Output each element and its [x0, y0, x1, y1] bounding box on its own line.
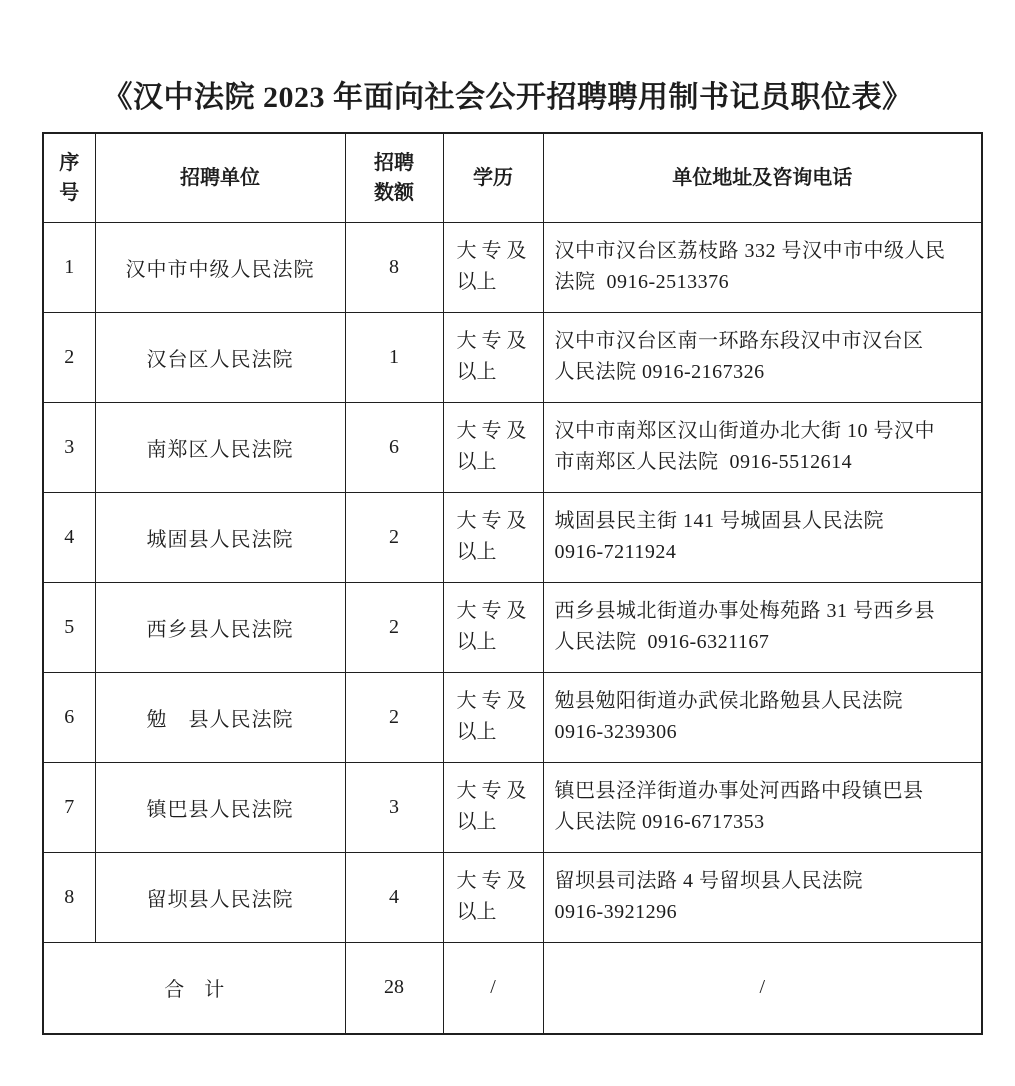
address-line: 留坝县司法路 4 号留坝县人民法院: [554, 870, 863, 892]
positions-table: [42, 132, 983, 1035]
row-count: 2: [345, 492, 443, 582]
education-line: 大 专 及: [456, 330, 527, 352]
total-row: [43, 942, 982, 1034]
education-line: 大 专 及: [456, 510, 527, 532]
table-row: [43, 402, 982, 492]
row-unit: 汉中市中级人民法院: [95, 222, 345, 312]
table-row: [43, 492, 982, 582]
address-line: 市南郑区人民法院 0916-5512614: [554, 451, 853, 473]
header-no-line: 号: [59, 181, 80, 204]
row-address: [543, 492, 982, 582]
education-line: 以上: [456, 631, 497, 653]
address-line: 勉县勉阳街道办武侯北路勉县人民法院: [554, 690, 903, 712]
header-unit: 招聘单位: [95, 133, 345, 222]
address-line: 汉中市南郑区汉山街道办北大街 10 号汉中: [554, 420, 935, 442]
header-no-line: 序: [59, 151, 80, 174]
address-line: 人民法院 0916-6717353: [554, 811, 765, 833]
address-line: 法院 0916-2513376: [554, 271, 730, 293]
education-line: 以上: [456, 721, 497, 743]
header-count: [345, 133, 443, 222]
row-address: [543, 312, 982, 402]
total-address: /: [543, 942, 982, 1034]
table-header-row: [43, 133, 982, 222]
row-unit: 城固县人民法院: [95, 492, 345, 582]
total-label: 合 计: [43, 942, 345, 1034]
page-title: 《汉中法院 2023 年面向社会公开招聘聘用制书记员职位表》: [102, 81, 913, 114]
table-row: [43, 762, 982, 852]
address-line: 西乡县城北街道办事处梅苑路 31 号西乡县: [554, 600, 935, 622]
total-education: /: [443, 942, 543, 1034]
address-line: 汉中市汉台区南一环路东段汉中市汉台区: [554, 330, 924, 352]
row-address: [543, 852, 982, 942]
row-no: 6: [43, 672, 95, 762]
address-line: 人民法院 0916-2167326: [554, 361, 765, 383]
education-line: 以上: [456, 541, 497, 563]
education-line: 大 专 及: [456, 420, 527, 442]
row-no: 7: [43, 762, 95, 852]
row-no: 3: [43, 402, 95, 492]
header-no: [43, 133, 95, 222]
row-no: 8: [43, 852, 95, 942]
row-count: 1: [345, 312, 443, 402]
row-count: 2: [345, 582, 443, 672]
row-education: [443, 582, 543, 672]
header-education: 学历: [443, 133, 543, 222]
address-line: 镇巴县泾洋街道办事处河西路中段镇巴县: [554, 780, 924, 802]
row-no: 4: [43, 492, 95, 582]
education-line: 以上: [456, 811, 497, 833]
address-line: 汉中市汉台区荔枝路 332 号汉中市中级人民: [554, 240, 946, 262]
row-education: [443, 762, 543, 852]
header-count-line: 数额: [374, 181, 414, 204]
header-count-line: 招聘: [374, 151, 414, 174]
table-row: [43, 312, 982, 402]
address-line: 人民法院 0916-6321167: [554, 631, 770, 653]
education-line: 以上: [456, 271, 497, 293]
education-line: 以上: [456, 451, 497, 473]
row-address: [543, 222, 982, 312]
row-no: 5: [43, 582, 95, 672]
row-education: [443, 312, 543, 402]
row-unit: 西乡县人民法院: [95, 582, 345, 672]
address-line: 0916-7211924: [554, 541, 677, 563]
table-row: [43, 582, 982, 672]
row-education: [443, 402, 543, 492]
education-line: 大 专 及: [456, 780, 527, 802]
row-address: [543, 762, 982, 852]
education-line: 大 专 及: [456, 600, 527, 622]
row-unit: 南郑区人民法院: [95, 402, 345, 492]
row-education: [443, 492, 543, 582]
row-unit: 镇巴县人民法院: [95, 762, 345, 852]
row-address: [543, 672, 982, 762]
row-unit: 留坝县人民法院: [95, 852, 345, 942]
table-row: [43, 852, 982, 942]
address-line: 城固县民主街 141 号城固县人民法院: [554, 510, 884, 532]
row-education: [443, 222, 543, 312]
table-row: [43, 222, 982, 312]
row-education: [443, 852, 543, 942]
row-address: [543, 402, 982, 492]
education-line: 大 专 及: [456, 870, 527, 892]
row-unit: 汉台区人民法院: [95, 312, 345, 402]
row-count: 8: [345, 222, 443, 312]
row-count: 4: [345, 852, 443, 942]
header-address: 单位地址及咨询电话: [543, 133, 982, 222]
total-count: 28: [345, 942, 443, 1034]
table-row: [43, 672, 982, 762]
address-line: 0916-3239306: [554, 721, 678, 743]
row-education: [443, 672, 543, 762]
education-line: 大 专 及: [456, 240, 527, 262]
row-count: 2: [345, 672, 443, 762]
row-address: [543, 582, 982, 672]
row-count: 3: [345, 762, 443, 852]
education-line: 大 专 及: [456, 690, 527, 712]
row-count: 6: [345, 402, 443, 492]
education-line: 以上: [456, 901, 497, 923]
row-no: 1: [43, 222, 95, 312]
address-line: 0916-3921296: [554, 901, 678, 923]
education-line: 以上: [456, 361, 497, 383]
row-no: 2: [43, 312, 95, 402]
row-unit: 勉 县人民法院: [95, 672, 345, 762]
